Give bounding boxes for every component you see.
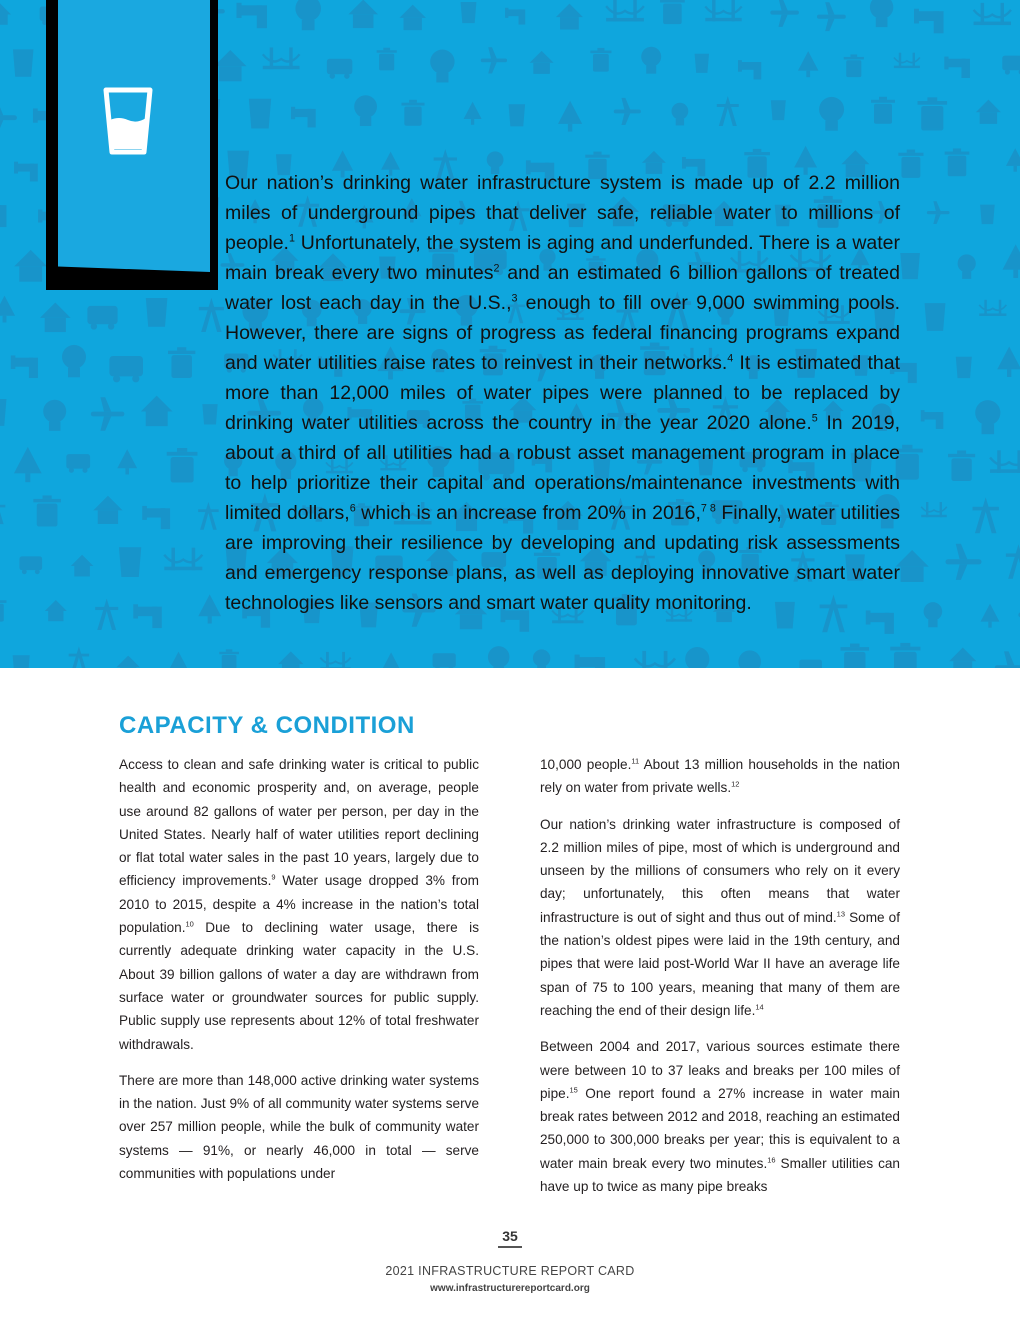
right-column (540, 753, 900, 1211)
pattern-icon (488, 646, 510, 668)
pattern-icon (117, 656, 140, 668)
pattern-icon (236, 3, 266, 28)
pattern-icon (798, 51, 818, 77)
section-heading: CAPACITY & CONDITION (119, 712, 415, 739)
pattern-icon (921, 410, 944, 429)
pattern-icon (14, 250, 47, 282)
pattern-icon (956, 357, 972, 378)
pattern-icon (924, 602, 943, 627)
pattern-icon (976, 100, 1001, 124)
pattern-icon (980, 205, 995, 224)
pattern-icon (167, 448, 198, 483)
pattern-icon (430, 50, 454, 83)
pattern-icon (819, 97, 844, 131)
pattern-icon (590, 48, 611, 72)
pattern-icon (43, 400, 66, 431)
pattern-icon (40, 303, 71, 333)
pattern-icon (71, 555, 94, 577)
pattern-icon (990, 450, 1020, 473)
pattern-icon (1003, 244, 1020, 278)
footer-title: 2021 INFRASTRUCTURE REPORT CARD (385, 1264, 635, 1278)
pattern-icon (291, 107, 316, 128)
paragraph: Our nation’s drinking water infrastructure is composed of 2.2 million miles of pipe, most of which is underground and unseen by the millions of consumers who rely on it every day; unfortunately, this often means that water infrastructure is out of sight and thus out of mind.$^{13}$ Some of the nation’s oldest pipes were laid in the 19th century, and pipes that were laid post-World War II have an average life span of 75 to 100 years, meaning that many of them are reaching the end of their design life.$^{14}$ (540, 816, 900, 1018)
pattern-icon (278, 651, 303, 668)
pattern-icon (705, 0, 741, 21)
pattern-icon (401, 100, 424, 126)
pattern-icon (1002, 56, 1020, 75)
pattern-icon (33, 495, 61, 526)
pattern-icon (399, 5, 426, 31)
paragraph: Access to clean and safe drinking water is critical to public health and economic prosperity and, on average, people use around 82 gallons of water per person, per day in the United States. Nearly half of water utilities report declining or flat total water sales in the past 10 years, largely due to efficiency improvements.$^9$ Water usage dropped 3% from 2010 to 2015, despite a 4% increase in the nation’s total population.$^{10}$ Due to declining water usage, there is currently adequate drinking water capacity in the U.S. About 39 billion gallons of water a day are withdrawn from surface water or groundwater sources for public supply. Public supply use represents about 12% of total freshwater withdrawals. (119, 757, 479, 1052)
pattern-icon (556, 4, 583, 30)
pattern-icon (898, 150, 923, 178)
pattern-icon (0, 203, 6, 227)
pattern-icon (530, 51, 554, 74)
pattern-icon (958, 254, 976, 279)
pattern-icon (738, 650, 761, 668)
pattern-icon (614, 98, 641, 125)
pattern-icon (914, 9, 944, 34)
pattern-icon (894, 53, 920, 68)
pattern-icon (320, 652, 350, 668)
pattern-icon (198, 502, 218, 530)
pattern-icon (945, 544, 981, 580)
pattern-icon (87, 306, 117, 330)
paragraph: There are more than 148,000 active drinking water systems in the nation. Just 9% of all community water systems serve over 257 million people, while the bulk of community water systems — 91%, or nearly 46,000 in total — serve communities with populations under (119, 1072, 479, 1182)
pattern-icon (117, 449, 137, 474)
pattern-icon (695, 54, 709, 73)
pattern-icon (66, 454, 90, 473)
pattern-icon (0, 399, 6, 426)
pattern-icon (377, 48, 397, 71)
pattern-icon (771, 100, 786, 120)
pattern-icon (327, 59, 352, 79)
pattern-icon (164, 548, 202, 571)
pattern-icon (575, 655, 605, 668)
pattern-icon (997, 346, 1020, 377)
pattern-icon (13, 655, 30, 668)
pattern-icon (558, 101, 582, 132)
pattern-icon (219, 649, 239, 668)
intro-paragraph: Our nation’s drinking water infrastructure system is made up of 2.2 million miles of underground pipes that deliver safe, reliable water to millions of people.$^1$ Unfortunately, the system is aging and underfunded. There is a water main break every two minutes$^2$ and an estimated 6 billion gallons of treated water lost each day in the U.S.,$^3$ enough to fill over 9,000 swimming pools. However, there are signs of progress as federal financing programs expand and water utilities raise rates to reinvest in their networks.$^4$ It is estimated that more than 12,000 miles of water pipes were planned to be replaced by drinking water utilities across the country in the year 2020 alone.$^5$ In 2019, about a third of all utilities had a robust asset management program in place to help prioritize their capital and operations/maintenance investments with limited dollars,$^6$ which is an increase from 20% in 2016,$^{7 8}$ Finally, water utilities are improving their resilience by developing and updating risk assessments and emergency response plans, as well as deploying innovative smart water technologies like sensors and smart water quality monitoring. (225, 172, 900, 614)
pattern-icon (948, 450, 975, 481)
pattern-icon (481, 47, 507, 73)
pattern-icon (995, 651, 1020, 668)
pattern-icon (800, 660, 822, 668)
pattern-icon (11, 355, 38, 378)
pattern-icon (685, 647, 709, 668)
pattern-icon (981, 604, 1000, 628)
pattern-icon (841, 644, 870, 668)
pattern-icon (202, 404, 217, 424)
pattern-icon (505, 8, 525, 25)
pattern-icon (635, 651, 675, 668)
pattern-icon (0, 100, 17, 135)
pattern-icon (660, 0, 685, 24)
pattern-icon (198, 594, 221, 623)
pattern-icon (817, 2, 846, 31)
pattern-icon (109, 356, 143, 382)
pattern-icon (533, 649, 550, 668)
pattern-icon (295, 0, 321, 30)
pattern-icon (0, 3, 11, 25)
pattern-icon (890, 643, 920, 668)
pattern-icon (509, 104, 526, 126)
pattern-icon (62, 345, 86, 377)
pattern-icon (13, 49, 34, 76)
pattern-icon (0, 598, 6, 622)
glass-of-water-icon (103, 86, 153, 156)
pattern-icon (895, 550, 928, 582)
pattern-icon (927, 201, 950, 224)
pattern-icon (249, 99, 271, 129)
pattern-icon (944, 57, 970, 78)
pattern-icon (974, 3, 1011, 25)
pattern-icon (69, 646, 89, 668)
pattern-icon (606, 0, 644, 21)
pattern-icon (870, 0, 893, 27)
pattern-icon (167, 652, 189, 668)
pattern-icon (19, 556, 42, 574)
pattern-icon (214, 50, 247, 81)
pattern-icon (133, 604, 162, 628)
paragraph: Between 2004 and 2017, various sources estimate there were between 10 to 37 leaks and breaks per 100 miles of pipe.$^{15}$ One report found a 27% increase in water main break rates between 2012 and 2018, reaching an estimated 250,000 to 300,000 breaks per year; this is equivalent to a water main break every two minutes.$^{16}$ Smaller utilities can have up to twice as many pipe breaks (540, 1039, 900, 1195)
pattern-icon (433, 653, 456, 668)
pattern-icon (263, 47, 300, 69)
pattern-icon (14, 447, 42, 482)
pattern-icon (1006, 544, 1020, 579)
pattern-icon (641, 47, 661, 74)
pattern-icon (0, 296, 15, 323)
pattern-icon (1006, 148, 1020, 172)
pattern-icon (382, 652, 401, 668)
pattern-icon (142, 506, 170, 529)
pattern-icon (900, 253, 920, 279)
left-column (119, 753, 479, 1198)
pattern-icon (770, 0, 799, 27)
paragraph: 10,000 people.$^{11}$ About 13 million households in the nation rely on water from private wells.$^{12}$ (540, 756, 900, 796)
pattern-icon (95, 599, 118, 631)
pattern-icon (199, 298, 224, 332)
pattern-icon (973, 497, 999, 533)
pattern-icon (975, 400, 1000, 434)
footer-url[interactable]: www.infrastructurereportcard.org (430, 1283, 590, 1294)
pattern-icon (14, 162, 38, 182)
pattern-icon (844, 54, 864, 77)
pattern-icon (141, 396, 173, 427)
page-number: 35 (498, 1228, 522, 1248)
pattern-icon (354, 95, 377, 126)
pattern-icon (925, 303, 946, 331)
pattern-icon (146, 298, 168, 327)
pattern-icon (464, 102, 482, 125)
pattern-icon (918, 97, 948, 130)
pattern-icon (979, 300, 1006, 316)
pattern-icon (91, 397, 125, 431)
pattern-icon (0, 498, 5, 524)
pattern-icon (93, 496, 122, 524)
pattern-icon (461, 2, 477, 23)
pattern-icon (672, 103, 689, 126)
pattern-icon (871, 97, 895, 124)
pattern-icon (945, 148, 970, 176)
pattern-icon (119, 547, 141, 577)
pattern-icon (168, 347, 195, 378)
pattern-icon (921, 502, 947, 517)
pattern-icon (738, 60, 761, 79)
pattern-icon (348, 0, 378, 28)
pattern-icon (45, 600, 67, 621)
pattern-icon (949, 648, 976, 668)
pattern-icon (717, 96, 739, 126)
